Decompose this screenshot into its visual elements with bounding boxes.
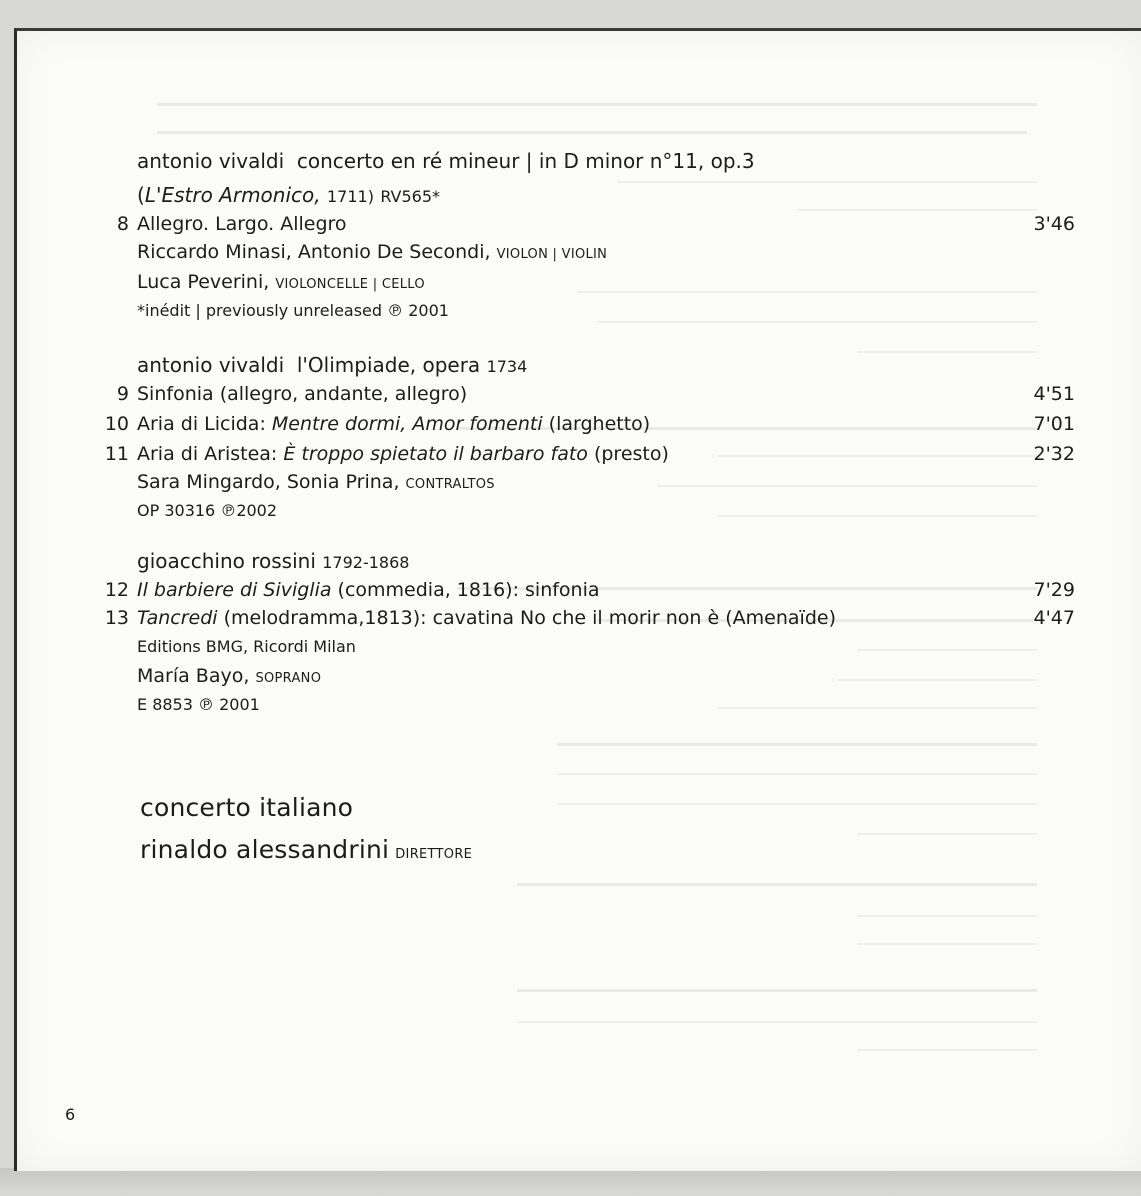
work1-composer: antonio vivaldi xyxy=(137,149,285,173)
track-duration: 7'29 xyxy=(1033,579,1075,601)
work3-composer: gioacchino rossini xyxy=(137,549,316,573)
performer-names: Riccardo Minasi, Antonio De Secondi, xyxy=(137,241,491,263)
performer-role: VIOLON | VIOLIN xyxy=(496,247,608,262)
director-role: DIRETTORE xyxy=(395,847,473,862)
track-title: Il barbiere di Siviglia (commedia, 1816): sinfonia xyxy=(137,579,600,601)
track-title: Aria di Licida: Mentre dormi, Amor fomenti (larghetto) xyxy=(137,413,651,435)
work2-year: 1734 xyxy=(486,357,528,376)
track-number: 13 xyxy=(104,607,129,629)
booklet-edge xyxy=(0,1168,1141,1196)
track-number: 11 xyxy=(104,443,129,465)
track-title: Allegro. Largo. Allegro xyxy=(137,213,347,235)
work2-composer: antonio vivaldi xyxy=(137,353,285,377)
work1-subtitle-italic: L'Estro Armonico, xyxy=(144,183,321,207)
performer-role: VIOLONCELLE | CELLO xyxy=(275,277,425,292)
work1-catalog: RV565* xyxy=(380,187,441,206)
track-duration: 7'01 xyxy=(1033,413,1075,435)
work1-title: concerto en ré mineur | in D minor n°11, op.3 xyxy=(296,149,755,173)
performer-names: Sara Mingardo, Sonia Prina, xyxy=(137,471,400,493)
track-duration: 2'32 xyxy=(1033,443,1075,465)
track-number: 9 xyxy=(116,383,129,405)
track-number: 10 xyxy=(104,413,129,435)
director-name: rinaldo alessandrini xyxy=(140,835,390,864)
performer-names: Luca Peverini, xyxy=(137,271,270,293)
performer-role: SOPRANO xyxy=(255,671,322,686)
track-title: Tancredi (melodramma,1813): cavatina No che il morir non è (Amenaïde) xyxy=(137,607,836,629)
track-duration: 3'46 xyxy=(1033,213,1075,235)
work1-year: 1711) xyxy=(326,187,374,206)
track-title: Aria di Aristea: È troppo spietato il barbaro fato (presto) xyxy=(137,443,669,465)
booklet-page: antonio vivaldi concerto en ré mineur | in D minor n°11, op.3 (L'Estro Armonico, 1711) RV565* 8 Allegro. Largo. Allegro 3'46 Riccardo Minasi, Antonio De Secondi, VIOLON | VIOLIN Luca Peverini, VIOLONCELLE | CELLO *inédit | previously unreleased ℗ 2001 antonio vivaldi l'Olimpiade, opera 1734 9 Sinfonia (allegro, andante, allegro) 4'51 10 Aria di Licida: Mentre dormi, Amor fomenti (larghetto) 7'01 11 Aria di Aristea: È troppo spietato il barbaro fato (presto) 2'32 Sara Mingardo, Sonia Prina, CONTRALTOS OP 30316 ℗2002 gioacchino rossini 1792-1868 12 Il barbiere di Siviglia (commedia, 1816): sinfonia 7'29 13 Tancredi (melodramma,1813): cavatina No che il morir non è (Amenaïde) 4'47 Editions BMG, Ricordi Milan María Bayo, SOPRANO E 8853 ℗ 2001 concerto italiano rinaldo alessandrini DIRETTORE 6 xyxy=(14,28,1141,1171)
track-number: 8 xyxy=(116,213,129,235)
performer-names: María Bayo, xyxy=(137,665,250,687)
track-number: 12 xyxy=(104,579,129,601)
performer-role: CONTRALTOS xyxy=(405,477,495,492)
work2-title: l'Olimpiade, opera xyxy=(296,353,481,377)
ensemble-name: concerto italiano xyxy=(140,793,354,822)
work3-dates: 1792-1868 xyxy=(322,553,410,572)
track-duration: 4'51 xyxy=(1033,383,1075,405)
track-title: Sinfonia (allegro, andante, allegro) xyxy=(137,383,468,405)
page-number: 6 xyxy=(65,1105,76,1124)
track-duration: 4'47 xyxy=(1033,607,1075,629)
